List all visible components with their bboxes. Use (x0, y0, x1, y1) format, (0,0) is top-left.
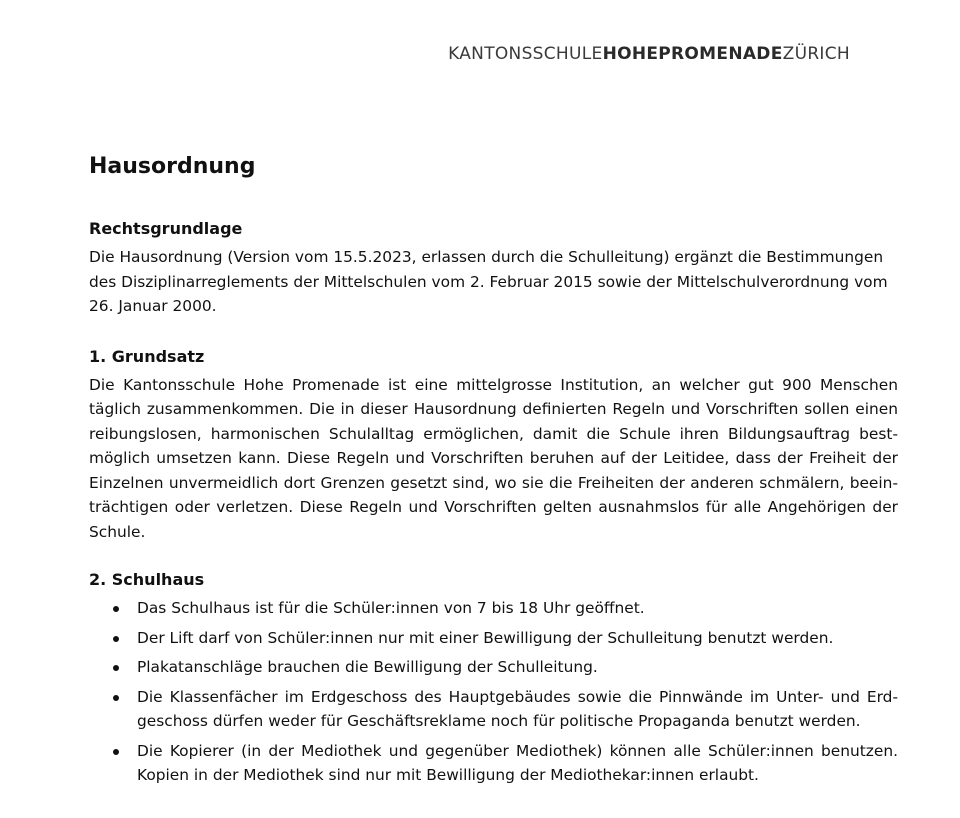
section-heading: 1. Grundsatz (89, 346, 205, 366)
list-item (89, 626, 898, 651)
list-item-text: Das Schulhaus ist für die Schüler:innen von 7 bis 18 Uhr geöffnet. (137, 599, 645, 617)
rules-list (89, 596, 898, 788)
section-school-building (89, 568, 898, 788)
list-item (89, 685, 898, 734)
bullet-icon (113, 665, 119, 671)
list-item-text: Die Klassenfächer im Erdgeschoss des Hauptgebäudes sowie die Pinnwände im Unter- und Erdgeschoss dürfen weder für Geschäftsreklame noch für politische Propaganda benutzt werden. (137, 687, 898, 730)
list-item-text: Der Lift darf von Schüler:innen nur mit einer Bewilligung der Schulleitung benutzt werden. (137, 628, 834, 647)
bullet-icon (113, 695, 119, 701)
bullet-icon (113, 749, 119, 755)
bullet-icon (113, 606, 119, 612)
bullet-icon (113, 636, 119, 642)
section-heading: Rechtsgrundlage (89, 219, 243, 238)
section-heading: 2. Schulhaus (89, 570, 205, 589)
document-title: Hausordnung (89, 154, 256, 179)
document-body (89, 152, 898, 793)
section-legal-basis (89, 217, 898, 319)
section-paragraph: Die Hausordnung (Version vom 15.5.2023, erlassen durch die Schulleitung) ergänzt die Bestimmungen des Disziplinarreglements der Mittelschulen vom 2. Februar 2015 sowie der Mittelschulverordnung vom 26. Januar 2000. (89, 248, 888, 315)
list-item-text: Plakatanschläge brauchen die Bewilligung der Schulleitung. (137, 658, 598, 676)
school-header (448, 44, 850, 64)
header-bold: HOHEPROMENADE (602, 44, 783, 64)
header-suffix: ZÜRICH (782, 44, 850, 64)
section-paragraph: Die Kantonsschule Hohe Promenade ist eine mittelgrosse Institution, an welcher gut 900 Menschen täglich zusammenkommen. Die in dieser Hausordnung definierten Regeln und Vorschriften sollen einen reibungslosen, harmonischen Schulalltag ermöglichen, damit die Schule ihren Bildungsauftrag bestmöglich umsetzen kann. Diese Regeln und Vorschriften beruhen auf der Leitidee, dass der Freiheit der Einzelnen unvermeidlich dort Grenzen gesetzt sind, wo sie die Freiheiten der anderen schmälern, beeinträchtigen oder verletzen. Diese Regeln und Vorschriften gelten ausnahmslos für alle Angehörigen der Schule. (89, 375, 898, 541)
list-item-text: Die Kopierer (in der Mediothek und gegenüber Mediothek) können alle Schüler:innen benutzen. Kopien in der Mediothek sind nur mit Bewilligung der Mediothekar:innen erlaubt. (137, 741, 898, 784)
list-item (89, 739, 898, 788)
list-item (89, 596, 898, 621)
section-principle (89, 345, 898, 545)
list-item (89, 655, 898, 680)
header-prefix: KANTONSSCHULE (448, 44, 603, 64)
